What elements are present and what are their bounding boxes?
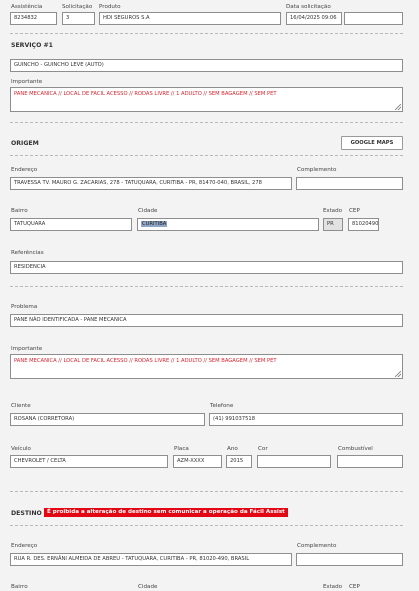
destino-estado-label: Estado xyxy=(323,584,343,590)
problema-label: Problema xyxy=(11,304,38,310)
destino-endereco-field[interactable]: RUA R. DES. ERNÂNI ALMEIDA DE ABREU - TATUQUARA, CURITIBA - PR, 81020-490, BRASIL xyxy=(10,553,292,566)
resize-grip-icon[interactable] xyxy=(395,104,401,110)
telefone-field[interactable]: (41) 991037518 xyxy=(209,413,403,426)
origem-estado-label: Estado xyxy=(323,208,343,214)
problema-importante-text: PANE MECANICA // LOCAL DE FACIL ACESSO // RODAS LIVRE // 1 ADULTO // SEM BAGAGEM // SEM PET xyxy=(14,358,277,364)
veiculo-field[interactable]: CHEVROLET / CELTA xyxy=(10,455,168,468)
ano-label: Ano xyxy=(227,446,238,452)
combustivel-field[interactable] xyxy=(337,455,403,468)
cliente-label: Cliente xyxy=(11,403,31,409)
origem-complemento-field[interactable] xyxy=(296,177,403,190)
servico-title: SERVIÇO #1 xyxy=(11,42,53,49)
destino-endereco-label: Endereço xyxy=(11,543,38,549)
origem-estado-field[interactable]: PR xyxy=(323,218,343,231)
origem-cidade-field[interactable] xyxy=(137,218,319,231)
origem-cidade-label: Cidade xyxy=(138,208,158,214)
problema-field[interactable]: PANE NÃO IDENTIFICADA - PANE MECANICA xyxy=(10,314,403,327)
destino-warning-badge: É proibida a alteração de destino sem comunicar a operação da Fácil Assist xyxy=(44,508,288,517)
combustivel-label: Combustível xyxy=(338,446,373,452)
divider xyxy=(10,286,403,287)
origem-bairro-label: Bairro xyxy=(11,208,28,214)
origem-endereco-field[interactable]: TRAVESSA TV. MAURO G. ZACARIAS, 278 - TATUQUARA, CURITIBA - PR, 81470-040, BRASIL, 278 xyxy=(10,177,292,190)
problema-importante-textarea[interactable] xyxy=(10,354,403,379)
origem-cidade-selection: CURITIBA xyxy=(142,221,167,227)
placa-field[interactable]: AZM-XXXX xyxy=(173,455,222,468)
destino-bairro-label: Bairro xyxy=(11,584,28,590)
destino-complemento-label: Complemento xyxy=(297,543,337,549)
destino-cep-label: CEP xyxy=(349,584,360,590)
divider xyxy=(10,33,403,34)
solicitacao-field[interactable]: 3 xyxy=(62,12,95,25)
solicitacao-label: Solicitação xyxy=(62,4,93,10)
google-maps-button[interactable]: GOOGLE MAPS xyxy=(341,136,403,150)
data-solicitacao-extra-field[interactable] xyxy=(344,12,403,25)
origem-complemento-label: Complemento xyxy=(297,167,337,173)
assistencia-label: Assistência xyxy=(11,4,43,10)
cor-label: Cor xyxy=(258,446,268,452)
divider xyxy=(10,491,403,492)
telefone-label: Telefone xyxy=(210,403,234,409)
destino-cidade-label: Cidade xyxy=(138,584,158,590)
origem-cep-label: CEP xyxy=(349,208,360,214)
cliente-field[interactable]: ROSANA (CORRETORA) xyxy=(10,413,205,426)
origem-title: ORIGEM xyxy=(11,140,39,147)
origem-bairro-field[interactable]: TATUQUARA xyxy=(10,218,132,231)
assistencia-field[interactable]: 8234832 xyxy=(10,12,57,25)
ano-field[interactable]: 2015 xyxy=(226,455,252,468)
destino-complemento-field[interactable] xyxy=(296,553,403,566)
origem-cep-field[interactable]: 81020490 xyxy=(348,218,379,231)
resize-grip-icon[interactable] xyxy=(395,371,401,377)
placa-label: Placa xyxy=(174,446,189,452)
problema-importante-label: Importante xyxy=(11,346,43,352)
produto-field[interactable]: HDI SEGUROS S.A xyxy=(99,12,281,25)
divider xyxy=(10,525,403,526)
servico-importante-label: Importante xyxy=(11,79,43,85)
cor-field[interactable] xyxy=(257,455,331,468)
veiculo-label: Veículo xyxy=(11,446,31,452)
data-solicitacao-field[interactable]: 16/04/2025 09:06 xyxy=(286,12,342,25)
origem-referencias-label: Referências xyxy=(11,250,44,256)
servico-field[interactable]: GUINCHO - GUINCHO LEVE (AUTO) xyxy=(10,59,403,72)
servico-importante-textarea[interactable] xyxy=(10,87,403,112)
produto-label: Produto xyxy=(99,4,121,10)
servico-importante-text: PANE MECANICA // LOCAL DE FACIL ACESSO // RODAS LIVRE // 1 ADULTO // SEM BAGAGEM // SEM PET xyxy=(14,91,277,97)
data-solicitacao-label: Data solicitação xyxy=(286,4,331,10)
divider xyxy=(10,155,403,156)
origem-referencias-field[interactable]: RESIDENCIA xyxy=(10,261,403,274)
origem-endereco-label: Endereço xyxy=(11,167,38,173)
destino-title: DESTINO xyxy=(11,510,42,517)
divider xyxy=(10,122,403,123)
